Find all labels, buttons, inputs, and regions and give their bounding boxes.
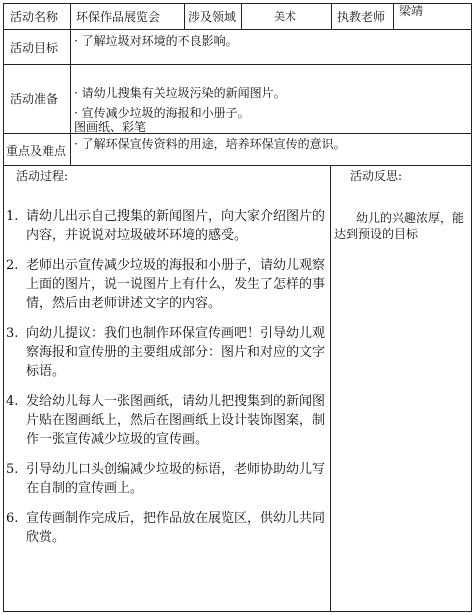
teacher-name: 梁靖 xyxy=(399,4,424,18)
objective-label: 活动目标 xyxy=(10,41,59,55)
step-number: 5. xyxy=(6,462,19,477)
col-divider xyxy=(241,3,242,30)
reflection-text: 幼儿的兴趣浓厚，能达到预设的目标 xyxy=(334,211,465,241)
list-item xyxy=(6,460,328,498)
field-value: 美术 xyxy=(274,10,296,23)
activity-name: 环保作品展览会 xyxy=(76,10,161,24)
col-divider xyxy=(331,3,332,30)
step-text: 发给幼儿每人一张图画纸，请幼儿把搜集到的新闻图片贴在图画纸上，然后在图画纸上设计装饰图案，制作一张宣传减少垃圾的宣传画。 xyxy=(26,394,326,447)
row-divider xyxy=(3,29,472,30)
list-item xyxy=(6,207,328,245)
reflection-label: 活动反思: xyxy=(350,169,403,183)
step-text: 请幼儿出示自己搜集的新闻图片，向大家介绍图片的内容，并说说对垃圾破坏环境的感受。 xyxy=(26,209,326,243)
focus-content: · 了解环保宣传资料的用途，培养环保宣传的意识。 xyxy=(74,137,346,151)
preparation-label: 活动准备 xyxy=(10,92,59,106)
step-text: 引导幼儿口头创编减少垃圾的标语，老师协助幼儿写在自制的宣传画上。 xyxy=(26,462,326,496)
list-item xyxy=(6,256,328,313)
preparation-item: · 宣传减少垃圾的海报和小册子。 xyxy=(74,106,250,120)
step-text: 宣传画制作完成后，把作品放在展览区，供幼儿共同欣赏。 xyxy=(26,511,326,545)
activity-name-label: 活动名称 xyxy=(10,10,59,24)
step-number: 6. xyxy=(6,511,19,526)
process-steps xyxy=(6,207,328,558)
preparation-item: 图画纸、彩笔 xyxy=(74,120,147,134)
step-number: 1. xyxy=(6,209,19,224)
step-number: 3. xyxy=(6,326,19,341)
teacher-label: 执教老师 xyxy=(337,10,386,24)
list-item xyxy=(6,509,328,547)
field-label: 涉及领域 xyxy=(188,10,237,24)
list-item xyxy=(6,324,328,381)
focus-label: 重点及难点 xyxy=(6,144,67,158)
col-divider xyxy=(184,3,185,30)
row-divider xyxy=(3,165,472,166)
process-label: 活动过程: xyxy=(16,169,69,183)
list-item xyxy=(6,392,328,449)
col-divider xyxy=(330,165,331,612)
step-number: 4. xyxy=(6,394,19,409)
objective-content: · 了解垃圾对环境的不良影响。 xyxy=(74,34,238,48)
step-text: 向幼儿提议：我们也制作环保宣传画吧！引导幼儿观察海报和宣传册的主要组成部分：图片和对应的文字标语。 xyxy=(26,326,326,379)
step-number: 2. xyxy=(6,258,19,273)
preparation-item: · 请幼儿搜集有关垃圾污染的新闻图片。 xyxy=(74,86,286,100)
col-divider xyxy=(393,3,394,30)
step-text: 老师出示宣传减少垃圾的海报和小册子，请幼儿观察上面的图片，说一说图片上有什么，发生了怎样的事情，然后由老师讲述文字的内容。 xyxy=(26,258,326,311)
row-divider xyxy=(3,64,472,65)
col-divider xyxy=(70,3,71,165)
